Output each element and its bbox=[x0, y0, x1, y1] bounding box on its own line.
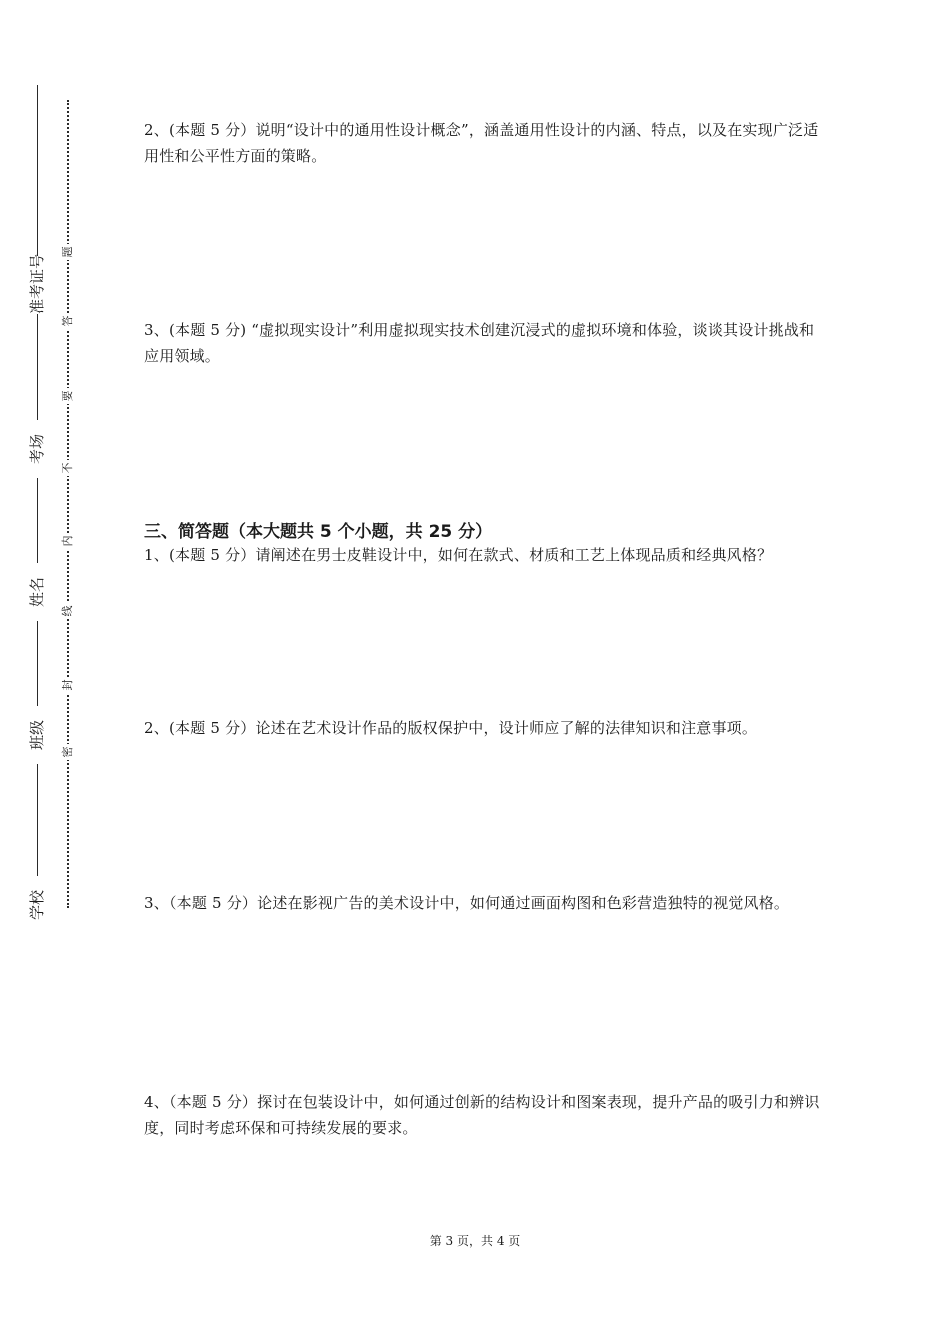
question-3-2: 2、(本题 5 分）论述在艺术设计作品的版权保护中，设计师应了解的法律知识和注意事项。 bbox=[144, 719, 758, 737]
seal-char: 不 bbox=[60, 460, 76, 476]
seal-char: 封 bbox=[60, 677, 76, 693]
binding-fill-line bbox=[37, 85, 38, 915]
section-3-title: 三、简答题（本大题共 5 个小题，共 25 分） bbox=[144, 522, 493, 542]
question-2-2: 2、(本题 5 分）说明“设计中的通用性设计概念”，涵盖通用性设计的内涵、特点，以及在实现广泛适用性和公平性方面的策略。 bbox=[144, 121, 819, 165]
question-2-3: 3、(本题 5 分) “虚拟现实设计”利用虚拟现实技术创建沉浸式的虚拟环境和体验，谈谈其设计挑战和应用领域。 bbox=[144, 321, 815, 365]
binding-margin bbox=[0, 0, 110, 1344]
question-3-1: 1、(本题 5 分）请阐述在男士皮鞋设计中，如何在款式、材质和工艺上体现品质和经典风格？ bbox=[144, 546, 773, 564]
seal-char: 线 bbox=[60, 603, 76, 619]
class-label: 班级 bbox=[8, 706, 66, 764]
seal-char: 内 bbox=[60, 533, 76, 549]
name-label: 姓名 bbox=[8, 563, 66, 621]
exam-room-label: 考场 bbox=[8, 420, 66, 478]
page-footer: 第 3 页，共 4 页 bbox=[429, 1234, 521, 1248]
school-label: 学校 bbox=[8, 876, 66, 934]
question-3-3: 3、（本题 5 分）论述在影视广告的美术设计中，如何通过画面构图和色彩营造独特的视觉风格。 bbox=[144, 894, 790, 912]
seal-char: 题 bbox=[60, 244, 76, 260]
seal-char: 答 bbox=[60, 313, 76, 329]
seal-dotted-line bbox=[67, 100, 69, 908]
exam-id-label: 准考证号 bbox=[8, 256, 66, 314]
seal-char: 要 bbox=[60, 388, 76, 404]
question-3-4: 4、（本题 5 分）探讨在包装设计中，如何通过创新的结构设计和图案表现，提升产品的吸引力和辨识度，同时考虑环保和可持续发展的要求。 bbox=[144, 1093, 820, 1137]
seal-char: 密 bbox=[60, 744, 76, 760]
